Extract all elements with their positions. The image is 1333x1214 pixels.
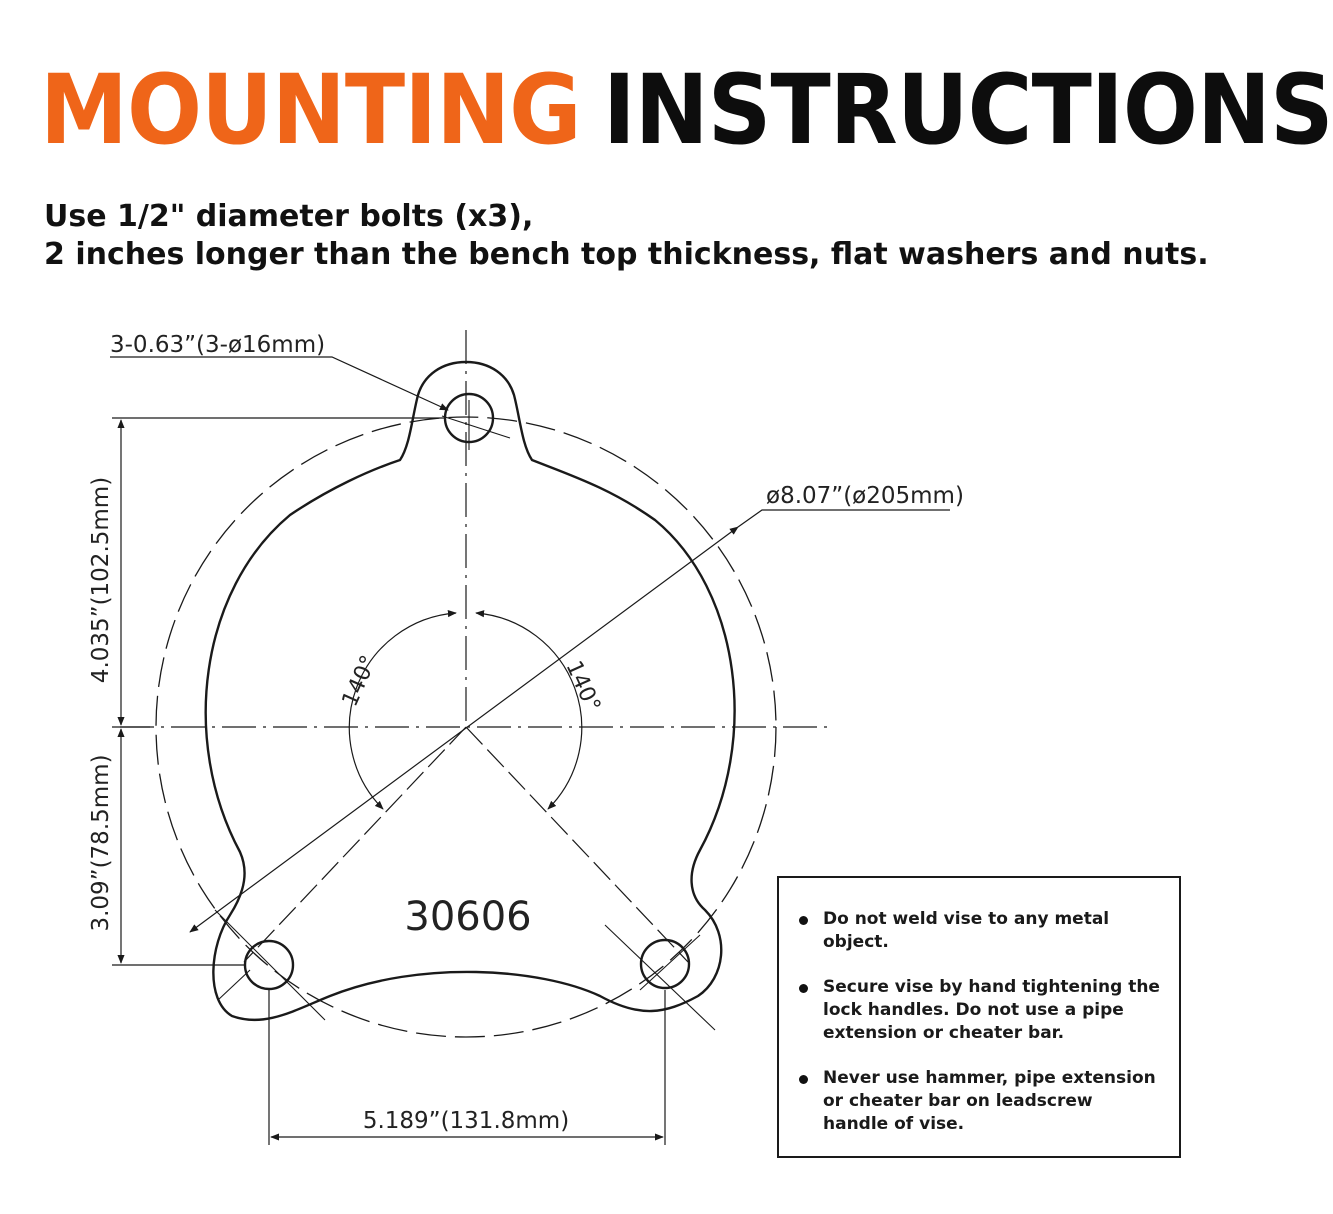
- hole-callout: [110, 332, 448, 410]
- hole-callout-label: 3-0.63”(3-ø16mm): [110, 332, 326, 358]
- angle-arc-right: [476, 613, 582, 809]
- bullet-icon: [799, 916, 808, 925]
- bolt-circle-leader: [190, 527, 738, 932]
- safety-note-text: Secure vise by hand tightening the lock handles. Do not use a pipe extension or cheater bar.: [823, 977, 1160, 1043]
- bolt-instructions-line-2: 2 inches longer than the bench top thickness, flat washers and nuts.: [44, 237, 1209, 272]
- bullet-icon: [799, 984, 808, 993]
- safety-note-text: Never use hammer, pipe extension or cheater bar on leadscrew handle of vise.: [823, 1068, 1156, 1134]
- lower-height-label: 3.09”(78.5mm): [88, 754, 114, 932]
- angle-arc-left: [349, 613, 456, 809]
- safety-note-text: Do not weld vise to any metal object.: [823, 909, 1110, 952]
- hole-callout-leader: [110, 357, 448, 410]
- title-accent-word: MOUNTING: [40, 54, 581, 166]
- part-number: 30606: [404, 894, 532, 940]
- bolt-instructions-line-1: Use 1/2" diameter bolts (x3),: [44, 199, 534, 234]
- width-label: 5.189”(131.8mm): [362, 1108, 570, 1134]
- bolt-circle-callout: [190, 483, 964, 932]
- bullet-icon: [799, 1075, 808, 1084]
- bolt-hole-bottom-right: [641, 940, 689, 988]
- angle-label-right: 140°: [560, 657, 605, 716]
- safety-note: [797, 1067, 1163, 1136]
- safety-notes-box: [777, 876, 1181, 1158]
- safety-note: [797, 908, 1163, 954]
- title-main-word: INSTRUCTIONS: [602, 54, 1333, 166]
- bolt-circle-label: ø8.07”(ø205mm): [766, 483, 964, 509]
- bolt-hole-bottom-left: [245, 941, 293, 989]
- safety-note: [797, 976, 1163, 1045]
- vertical-dimensions: [112, 418, 445, 965]
- upper-height-label: 4.035”(102.5mm): [88, 476, 114, 684]
- angle-label-left: 140°: [337, 651, 383, 711]
- center-lines: [120, 330, 830, 962]
